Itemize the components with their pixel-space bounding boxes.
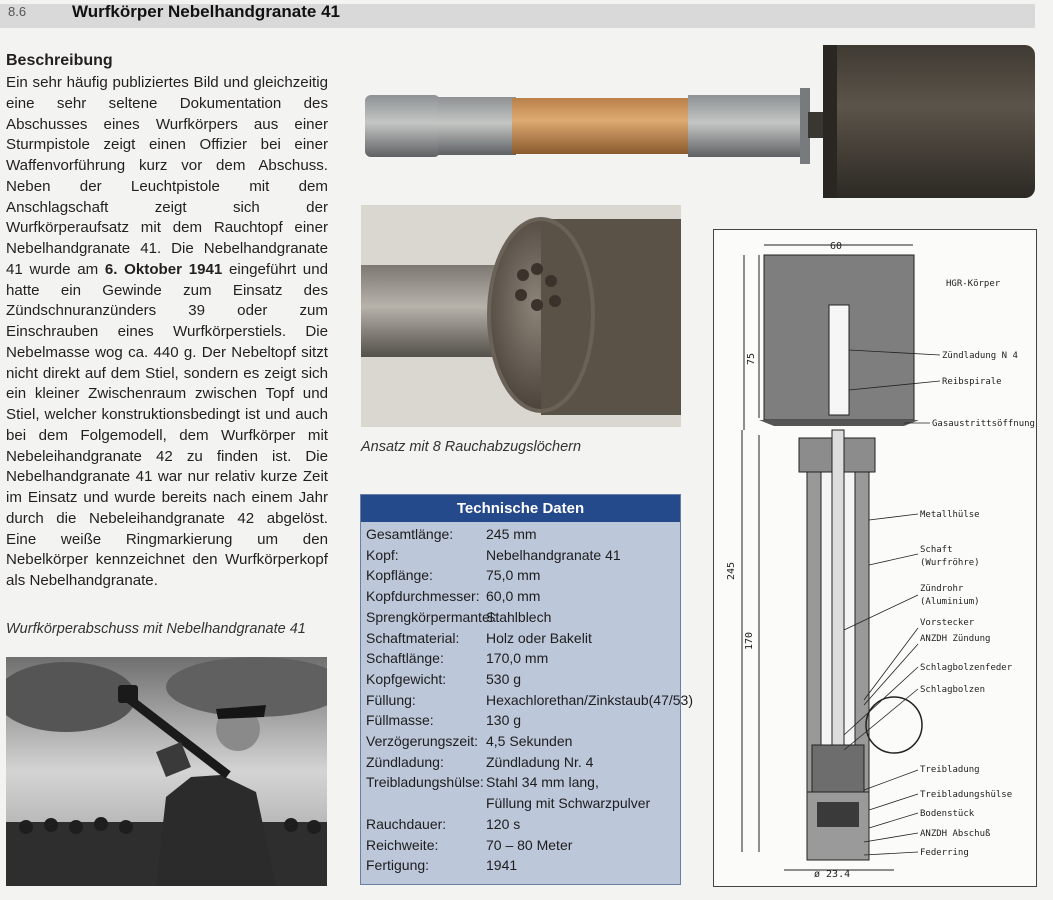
technical-data-row xyxy=(361,752,680,773)
technical-data-row xyxy=(361,731,680,752)
technical-data-row xyxy=(361,524,680,545)
technical-data-row xyxy=(361,814,680,835)
technical-data-title: Technische Daten xyxy=(361,495,680,522)
label-striker: Schlagbolzen xyxy=(920,685,986,695)
label-pin: Vorstecker xyxy=(920,618,975,628)
technical-data-value: Holz oder Bakelit xyxy=(486,629,592,646)
technical-data-row xyxy=(361,545,680,566)
technical-data-label: Schaftlänge: xyxy=(366,650,444,667)
technical-data-row xyxy=(361,628,680,649)
label-charge: Zündladung N 4 xyxy=(942,351,1018,361)
technical-data-value: 60,0 mm xyxy=(486,588,541,605)
technical-data-label: Kopfgewicht: xyxy=(366,670,447,687)
label-body: HGR-Körper xyxy=(946,279,1001,289)
technical-data-row xyxy=(361,648,680,669)
label-ring: Federring xyxy=(920,848,969,858)
section-number: 8.6 xyxy=(8,4,27,19)
label-gas: Gasaustrittsöffnung xyxy=(932,419,1035,429)
technical-data-value: Füllung mit Schwarzpulver xyxy=(486,795,651,812)
technical-data-value: 530 g xyxy=(486,670,522,687)
technical-data-value: 75,0 mm xyxy=(486,567,541,584)
label-spiral: Reibspirale xyxy=(942,377,1002,387)
officer-launch-photo xyxy=(6,657,327,886)
label-case: Treibladungshülse xyxy=(920,790,1013,800)
technical-data-row xyxy=(361,607,680,628)
technical-data-label: Gesamtlänge: xyxy=(366,526,454,542)
technical-data-value: Zündladung Nr. 4 xyxy=(486,753,594,770)
technical-data-row xyxy=(361,772,680,793)
detail-photo-caption: Ansatz mit 8 Rauchabzugslöchern xyxy=(361,439,582,455)
technical-data-value: Hexachlorethan/Zinkstaub(47/53) xyxy=(486,691,694,708)
technical-data-value: 245 mm xyxy=(486,526,537,542)
technical-data-row xyxy=(361,855,680,876)
technical-data-label: Treibladungshülse: xyxy=(366,774,484,791)
introduction-date: 6. Oktober 1941 xyxy=(104,260,223,278)
description-text-part1: Ein sehr häufig publiziertes Bild und gleichzeitig eine sehr seltene Dokumentation des Abschusses eines Wurfkörpers aus einer Sturmpistole zeigt einen Offizier bei einer Waffenvorführung kurz vor dem Abschuss. Neben der Leuchtpistole mit dem Anschlagschaft zeigt sich der Wurfkörperaufsatz mit dem Rauchtopf einer Nebelhandgranate 41. Die Nebelhandgranate 41 wurde am xyxy=(6,74,328,278)
technical-drawing xyxy=(713,229,1037,887)
technical-data-row xyxy=(361,835,680,856)
section-title: Wurfkörper Nebelhandgranate 41 xyxy=(72,2,340,21)
grenade-photo xyxy=(360,40,1040,200)
technical-data-row xyxy=(361,690,694,711)
technical-data-value: 120 s xyxy=(486,815,521,832)
technical-data-label: Reichweite: xyxy=(366,836,439,853)
technical-data-rows xyxy=(361,522,694,876)
description-text-part2: eingeführt und hatte ein Gewinde zum Einsatz des Zündschnuranzünders 39 oder zum Einschrauben eines Wurfkörperstiels. Die Nebelmasse wog ca. 440 g. Der Nebeltopf sitzt nicht direkt auf dem Stiel, sondern es zeigt sich ein kleiner Zwischenraum zwischen Topf und Stiel, welcher konstruktionsbedingt ist und auch bei dem Folgemodell, dem Wurfkörper mit Nebeleihandgranate 42 zu finden ist. Die Nebelhandgranate 41 war nur relativ kurze Zeit im Einsatz und wurde bereits nach einem Jahr durch die Nebeleihandgranate 42 abgelöst. Eine weiße Ringmarkierung um den Nebelkörper kennzeichnet den Wurfkörperkopf als Nebelhandgranate. xyxy=(6,260,328,589)
technical-data-label: Schaftmaterial: xyxy=(366,629,460,646)
label-spring: Schlagbolzenfeder xyxy=(920,663,1013,673)
description-heading: Beschreibung xyxy=(6,52,113,69)
technical-data-value: Stahlblech xyxy=(486,608,552,625)
label-anzdh-shot: ANZDH Abschuß xyxy=(920,829,991,839)
label-tube: Zündrohr xyxy=(920,584,964,594)
label-anzdh-fuze: ANZDH Zündung xyxy=(920,634,991,644)
label-shaft: Schaft xyxy=(920,545,953,555)
description-text xyxy=(6,73,328,592)
technical-data-value: 170,0 mm xyxy=(486,650,549,667)
technical-data-row xyxy=(361,710,680,731)
technical-data-label: Füllmasse: xyxy=(366,712,434,729)
technical-data-label xyxy=(361,793,486,814)
technical-data-label: Kopf: xyxy=(366,546,399,563)
technical-data-value: Nebelhandgranate 41 xyxy=(486,546,621,563)
technical-data-value: 4,5 Sekunden xyxy=(486,733,573,750)
dim-base: ø 23.4 xyxy=(814,869,851,880)
technical-data-row xyxy=(361,793,680,814)
dim-width: 60 xyxy=(830,241,843,252)
dim-head: 75 xyxy=(746,352,757,365)
technical-data-row xyxy=(361,669,680,690)
technical-data-label: Sprengkörpermantel: xyxy=(366,608,497,625)
technical-data-value: 70 – 80 Meter xyxy=(486,836,573,853)
label-sleeve: Metallhülse xyxy=(920,510,980,520)
technical-data-label: Zündladung: xyxy=(366,753,444,770)
label-base: Bodenstück xyxy=(920,809,975,819)
technical-data-row xyxy=(361,586,680,607)
label-propellant: Treibladung xyxy=(920,765,980,775)
technical-data-table xyxy=(360,494,694,885)
technical-data-value: Stahl 34 mm lang, xyxy=(486,774,599,791)
label-shaft-sub: (Wurfröhre) xyxy=(920,558,980,568)
technical-data-label: Füllung: xyxy=(366,691,416,708)
technical-data-label: Kopflänge: xyxy=(366,567,433,584)
dim-total: 245 xyxy=(726,561,737,580)
label-tube-sub: (Aluminium) xyxy=(920,597,980,607)
technical-data-label: Fertigung: xyxy=(366,857,430,874)
smoke-holes-detail-photo xyxy=(361,205,681,427)
technical-data-row xyxy=(361,565,680,586)
technical-data-label: Rauchdauer: xyxy=(366,815,447,832)
technical-data-value: 1941 xyxy=(486,857,518,874)
technical-data-label: Kopfdurchmesser: xyxy=(366,588,480,605)
launch-photo-caption: Wurfkörperabschuss mit Nebelhandgranate 41 xyxy=(6,621,306,637)
technical-data-label: Verzögerungszeit: xyxy=(366,733,479,750)
dim-shaft: 170 xyxy=(744,631,755,650)
technical-data-value: 130 g xyxy=(486,712,522,729)
